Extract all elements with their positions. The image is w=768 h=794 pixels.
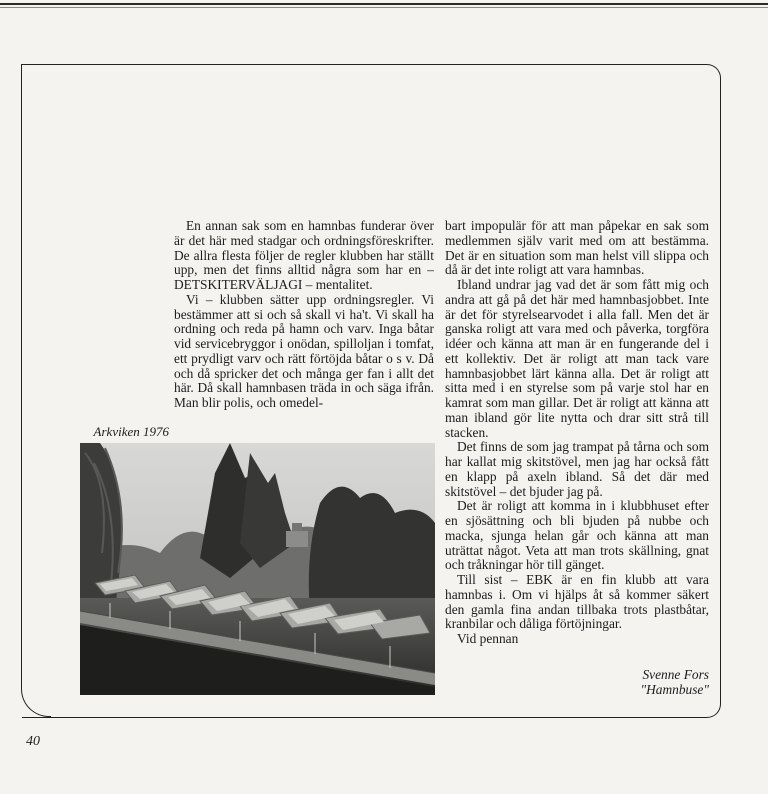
photo-caption: Arkviken 1976 (93, 424, 169, 439)
top-rule (0, 3, 768, 5)
paragraph: Vid pennan (457, 631, 519, 646)
paragraph: Det är roligt att komma in i klubbhuset efter en sjösättning och bli bjuden på nubbe och macka, sjunga helan går och känna att man uträttat något. Veta att man trots skällning, gnat och tråkningar hör till gänget. (445, 498, 709, 573)
signature-name: Svenne Fors (642, 667, 709, 682)
paragraph: bart impopulär för att man påpekar en sak som medlemmen själv varit med om att bestämma. Det är en situation som man helst vill slippa och då är det inte roligt att vara hamnbas. (445, 218, 709, 278)
page-number: 40 (26, 734, 40, 749)
paragraph: Vi – klubben sätter upp ordningsregler. Vi bestämmer att si och så skall vi ha't. Vi skall ha ordning och reda på hamn och varv. Inga båtar vid servicebryggor i onödan, spilloljan i tomfat, ett prydligt varv och rätt förtöjda båtar o s v. Då och då spricker det och många ger fan i allt det här. Då skall hamnbasen träda in och säga ifrån. Man blir polis, och omedel- (174, 291, 434, 410)
left-text-column (174, 219, 434, 411)
right-text-column (445, 219, 709, 647)
signature-alias: "Hamnbuse" (640, 682, 709, 697)
paragraph: Till sist – EBK är en fin klubb att vara hamnbas i. Om vi hjälps åt så kommer säkert den gamla fina andan tillbaka trots plastbåtar, kranbilar och dåliga förtöjningar. (445, 572, 709, 632)
top-rule-thin (0, 7, 768, 8)
marina-photo (80, 443, 435, 695)
paragraph: En annan sak som en hamnbas funderar över är det här med stadgar och ordningsföreskrifter. De allra flesta följer de regler klubben har ställt upp, men det finns alltid några som har en – DETSKITERVÄLJAGI – mentalitet. (174, 218, 434, 292)
paragraph: Ibland undrar jag vad det är som fått mig och andra att gå på det här med hamnbasjobbet. Inte är det för styrelsearvodet i alla fall. Men det är ganska roligt att vara med och påverka, torgföra idéer och känna att man är en fungerande del i ett kollektiv. Det är roligt att man tack vare hamnbasjobbet lärt känna alla. Det är roligt att sitta med i en styrelse som på varje stol har en kamrat som man gillar. Det är roligt att känna att man ibland gör lite nytta och drar sitt strå till stacken. (445, 277, 709, 440)
page-frame-left-curve (21, 64, 51, 717)
paragraph: Det finns de som jag trampat på tårna och som har kallat mig skitstövel, men jag har också fått en klapp på axeln ibland. Så det där med skitstövel – det bjuder jag på. (445, 439, 709, 499)
